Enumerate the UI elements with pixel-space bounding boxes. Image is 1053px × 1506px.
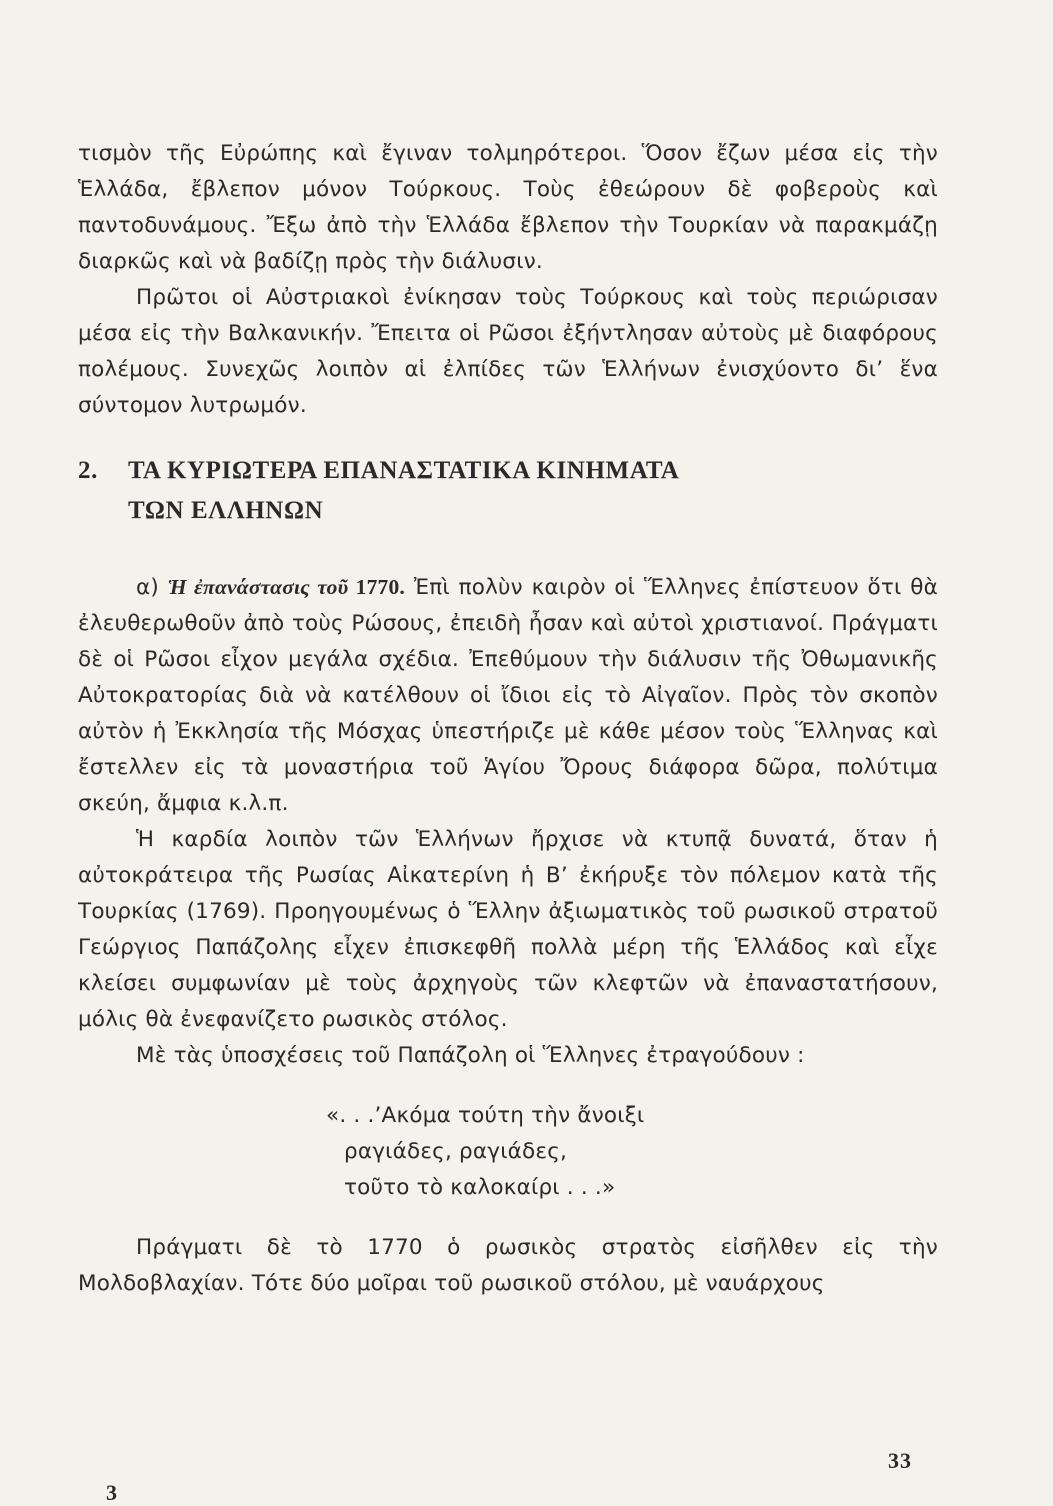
- section-label-date: 1770.: [355, 575, 405, 599]
- section-label: [168, 575, 405, 599]
- page-body: [78, 136, 938, 1302]
- verse-line-1: «. . .’Ακόμα τούτη τὴν ἄνοιξι: [326, 1103, 645, 1128]
- paragraph-europe: τισμὸν τῆς Εὐρώπης καὶ ἔγιναν τολμηρότεροι. Ὅσον ἔζων μέσα εἰς τὴν Ἑλλάδα, ἔβλεπον μόνον Τούρκους. Τοὺς ἐθεώρουν δὲ φοβεροὺς καὶ παντοδυνάμους. Ἔξω ἀπὸ τὴν Ἑλλάδα ἔβλεπον τὴν Τουρκίαν νὰ παρακμάζῃ διαρκῶς καὶ νὰ βαδίζῃ πρὸς τὴν διάλυσιν.: [78, 141, 938, 274]
- paragraph-heart: Ἡ καρδία λοιπὸν τῶν Ἑλλήνων ἤρχισε νὰ κτυπᾷ δυνατά, ὅταν ἡ αὐτοκράτειρα τῆς Ρωσίας Αἰκατερίνη ἡ Β’ ἐκήρυξε τὸν πόλεμον κατὰ τῆς Τουρκίας (1769). Προηγουμένως ὁ Ἕλλην ἀξιωματικὸς τοῦ ρωσικοῦ στρατοῦ Γεώργιος Παπάζολης εἶχεν ἐπισκεφθῆ πολλὰ μέρη τῆς Ἑλλάδος καὶ εἶχε κλείσει συμφωνίαν μὲ τοὺς ἀρχηγοὺς τῶν κλεφτῶν νὰ ἐπαναστατήσουν, μόλις θὰ ἐνεφανίζετο ρωσικὸς στόλος.: [78, 827, 938, 1032]
- paragraph-austrians-russians: Πρῶτοι οἱ Αὐστριακοὶ ἐνίκησαν τοὺς Τούρκους καὶ τοὺς περιώρισαν μέσα εἰς τὴν Βαλκανικήν. Ἔπειτα οἱ Ρῶσοι ἐξήντλησαν αὐτοὺς μὲ διαφόρους πολέμους. Συνεχῶς λοιπὸν αἱ ἐλπίδες τῶν Ἑλλήνων ἐνισχύοντο δι’ ἕνα σύντομον λυτρωμόν.: [78, 285, 938, 418]
- folk-song-verse: [326, 1098, 938, 1206]
- page-number: 33: [888, 1448, 912, 1473]
- paragraph-moldovlachia: Πράγματι δὲ τὸ 1770 ὁ ρωσικὸς στρατὸς εἰσῆλθεν εἰς τὴν Μολδοβλαχίαν. Τότε δύο μοῖραι τοῦ ρωσικοῦ στόλου, μὲ ναυάρχους: [78, 1235, 938, 1296]
- paragraph-revolution-1770: [78, 569, 938, 822]
- signature-mark: 3: [106, 1480, 117, 1505]
- heading-line-2: ΤΩΝ ΕΛΛΗΝΩΝ: [128, 497, 324, 524]
- heading-number: 2.: [78, 457, 98, 484]
- paragraph-song-intro: Μὲ τὰς ὑποσχέσεις τοῦ Παπάζολη οἱ Ἕλληνες ἐτραγούδουν :: [136, 1043, 805, 1068]
- section-text: Ἐπὶ πολὺν καιρὸν οἱ Ἕλληνες ἐπίστευον ὅτι θὰ ἐλευθερωθοῦν ἀπὸ τοὺς Ρώσους, ἐπειδὴ ἦσαν καὶ αὐτοὶ χριστιανοί. Πράγματι δὲ οἱ Ρῶσοι εἶχον μεγάλα σχέδια. Ἐπεθύμουν τὴν διάλυσιν τῆς Ὀθωμανικῆς Αὐτοκρατορίας διὰ νὰ κατέλθουν οἱ ἴδιοι εἰς τὸ Αἰγαῖον. Πρὸς τὸν σκοπὸν αὐτὸν ἡ Ἐκκλησία τῆς Μόσχας ὑπεστήριζε μὲ κάθε μέσον τοὺς Ἕλληνας καὶ ἔστελλεν εἰς τὰ μοναστήρια τοῦ Ἁγίου Ὄρους διάφορα δῶρα, πολύτιμα σκεύη, ἄμφια κ.λ.π.: [78, 575, 938, 816]
- verse-line-2: ραγιάδες, ραγιάδες,: [344, 1139, 568, 1164]
- section-marker: α): [136, 575, 159, 600]
- section-heading: [78, 451, 938, 531]
- verse-line-3: τοῦτο τὸ καλοκαίρι . . .»: [344, 1175, 616, 1200]
- heading-line-1: ΤΑ ΚΥΡΙΩΤΕΡΑ ΕΠΑΝΑΣΤΑΤΙΚΑ ΚΙΝΗΜΑΤΑ: [128, 457, 680, 484]
- section-label-text: Ἡ ἐπανάστασις τοῦ: [167, 575, 349, 599]
